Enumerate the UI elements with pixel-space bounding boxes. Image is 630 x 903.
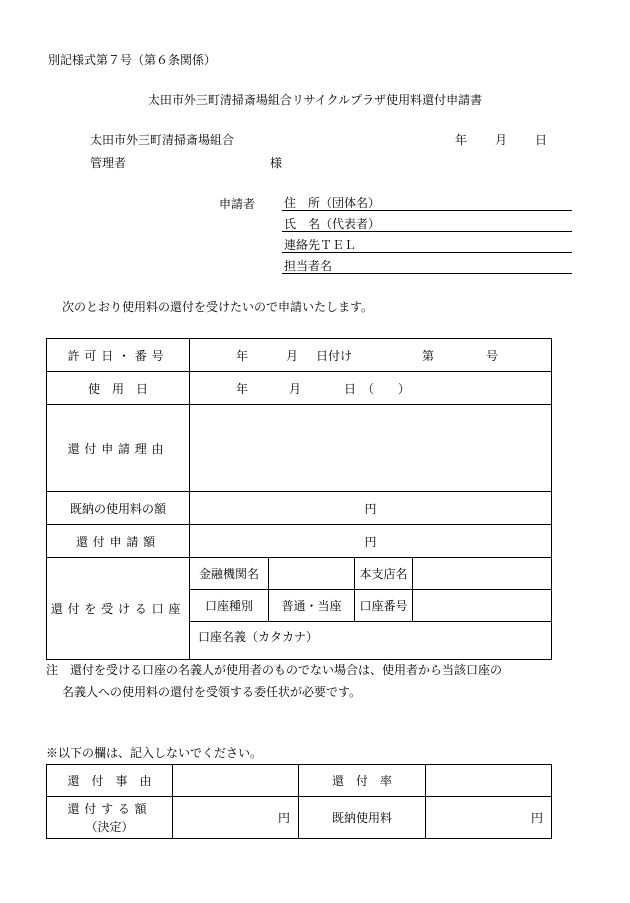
use-month: 月 (289, 381, 302, 396)
office-reason-label: 還 付 事 由 (47, 765, 173, 797)
account-holder-cell[interactable] (190, 622, 552, 660)
office-use-note: ※以下の欄は、記入しないでください。 (46, 746, 263, 760)
office-reason-input[interactable] (173, 765, 299, 797)
office-amount-label-1: 還付する額 (67, 801, 152, 816)
applicant-address-line[interactable] (282, 210, 572, 211)
office-paid-unit[interactable]: 円 (426, 797, 552, 839)
intro-text: 次のとおり使用料の還付を受けたいので申請いたします。 (62, 300, 374, 314)
office-amount-label (47, 797, 173, 839)
permit-year: 年 (236, 348, 249, 363)
use-date-cell[interactable] (190, 372, 552, 405)
applicant-name-line[interactable] (282, 231, 572, 232)
date-year: 年 (455, 133, 468, 147)
office-amount-label-2: （決定） (85, 819, 134, 834)
addressee-honorific: 様 (270, 156, 283, 170)
office-paid-label: 既納使用料 (299, 797, 426, 839)
date-day: 日 (535, 133, 548, 147)
applicant-tel-label: 連絡先ＴＥＬ (284, 238, 357, 252)
application-table (46, 338, 552, 660)
branch-input[interactable] (413, 558, 552, 590)
permit-dai: 第 (422, 348, 435, 363)
applicant-name-label: 氏 名（代表者） (284, 217, 381, 231)
permit-dated: 日付け (316, 348, 353, 363)
permit-month: 月 (286, 348, 299, 363)
reason-input[interactable] (190, 405, 552, 492)
bank-name-label: 金融機関名 (190, 558, 269, 590)
branch-label: 本支店名 (355, 558, 413, 590)
addressee-role: 管理者 (90, 156, 127, 170)
paid-amount-unit[interactable]: 円 (190, 492, 552, 525)
use-year: 年 (236, 381, 249, 396)
account-type-value[interactable]: 普通・当座 (269, 590, 355, 622)
account-number-input[interactable] (413, 590, 552, 622)
office-table (46, 764, 552, 839)
bank-name-input[interactable] (269, 558, 355, 590)
paid-amount-label: 既納の使用料の額 (47, 492, 190, 525)
account-number-label: 口座番号 (355, 590, 413, 622)
applicant-contact-line[interactable] (282, 273, 572, 274)
addressee-org: 太田市外三町清掃斎場組合 (90, 133, 235, 147)
applicant-tel-line[interactable] (282, 252, 572, 253)
office-rate-label: 還 付 率 (299, 765, 426, 797)
account-holder-label: 口座名義（カタカナ） (198, 630, 319, 644)
applicant-address-label: 住 所（団体名） (284, 196, 381, 210)
reason-label: 還付申請理由 (47, 405, 190, 492)
use-day: 日 （ ） (344, 381, 411, 396)
office-amount-unit[interactable]: 円 (173, 797, 299, 839)
applicant-contact-label: 担当者名 (284, 259, 333, 273)
date-month: 月 (495, 133, 508, 147)
account-type-label: 口座種別 (190, 590, 269, 622)
note-line-1: 注 還付を受ける口座の名義人が使用者のものでない場合は、使用者から当該口座の (46, 663, 503, 677)
permit-label: 許可日・番号 (47, 339, 190, 372)
permit-value-cell[interactable] (190, 339, 552, 372)
permit-go: 号 (486, 348, 499, 363)
use-date-label: 使 用 日 (47, 372, 190, 405)
office-rate-input[interactable] (426, 765, 552, 797)
request-amount-label: 還付申請額 (47, 525, 190, 558)
form-number: 別記様式第７号（第６条関係） (48, 53, 217, 67)
request-amount-unit[interactable]: 円 (190, 525, 552, 558)
account-label: 還付を受ける口座 (47, 558, 190, 660)
note-line-2: 名義人への使用料の還付を受領する委任状が必要です。 (62, 685, 362, 699)
document-title: 太田市外三町清掃斎場組合リサイクルプラザ使用料還付申請書 (147, 93, 483, 107)
applicant-label: 申請者 (219, 197, 256, 211)
